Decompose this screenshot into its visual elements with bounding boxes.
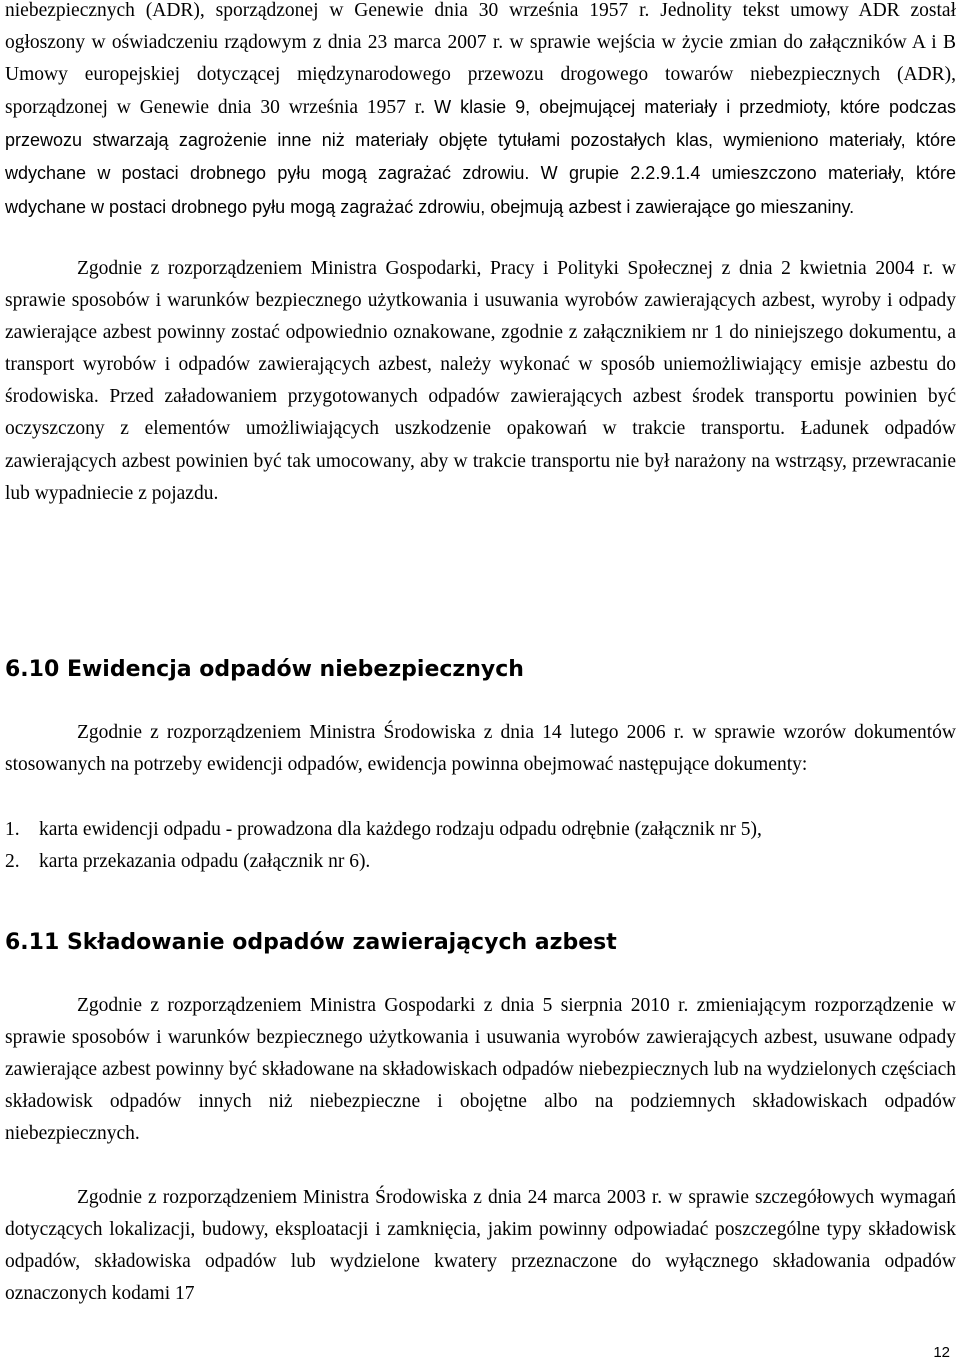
list-item-text: karta przekazania odpadu (załącznik nr 6).	[39, 851, 371, 872]
list-item-number: 2.	[5, 851, 20, 872]
paragraph-adr-part2: W klasie 9, obejmującej materiały i przedmioty, które podczas przewozu stwarzają zagrożenie inne niż materiały objęte tytułami pozostałych klas, wymieniono materiały, które wdychane w postaci drobnego pyłu mogą zagrażać zdrowiu. W grupie 2.2.9.1.4 umieszczono materiały, które wdychane w postaci drobnego pyłu mogą zagrażać zdrowiu, obejmują azbest i zawierające go mieszaniny.	[5, 97, 957, 217]
list-item	[5, 814, 762, 846]
list-item	[5, 846, 370, 878]
paragraph-adr-part1: niebezpiecznych (ADR), sporządzonej w Genewie dnia 30 września 1957 r. Jednolity tekst umowy ADR został ogłoszony w oświadczeniu rządowym z dnia 23 marca 2007 r. w sprawie wejścia w życie zmian do załączników A i B Umowy europejskiej dotyczącej międzynarodowego przewozu drogowego towarów niebezpiecznych (ADR), sporządzonej w Genewie dnia 30 września 1957 r.	[5, 0, 956, 119]
section-heading-6-11: 6.11 Składowanie odpadów zawierających azbest	[5, 930, 617, 955]
paragraph-wymagania: Zgodnie z rozporządzeniem Ministra Środowiska z dnia 24 marca 2003 r. w sprawie szczegółowych wymagań dotyczących lokalizacji, budowy, eksploatacji i zamknięcia, jakim powinny odpowiadać poszczególne typy składowisk odpadów, składowiska odpadów lub wydzielone kwatery przeznaczone do wyłącznego składowania odpadów oznaczonych kodami 17	[5, 1187, 956, 1305]
paragraph-adr	[5, 0, 956, 224]
paragraph-transport: Zgodnie z rozporządzeniem Ministra Gospodarki, Pracy i Polityki Społecznej z dnia 2 kwietnia 2004 r. w sprawie sposobów i warunków bezpiecznego użytkowania i usuwania wyrobów zawierających azbest, wyroby i odpady zawierające azbest powinny zostać odpowiednio oznakowane, zgodnie z załącznikiem nr 1 do niniejszego dokumentu, a transport wyrobów i odpadów zawierających azbest, należy wykonać w sposób uniemożliwiający emisje azbestu do środowiska. Przed załadowaniem przygotowanych odpadów zawierających azbest środek transportu powinien być oczyszczony z elementów umożliwiających uszkodzenie opakowań w trakcie transportu. Ładunek odpadów zawierających azbest powinien być tak umocowany, aby w trakcie transportu nie był narażony na wstrząsy, przewracanie lub wypadniecie z pojazdu.	[5, 258, 956, 504]
list-item-number: 1.	[5, 819, 20, 840]
paragraph-skladowanie: Zgodnie z rozporządzeniem Ministra Gospodarki z dnia 5 sierpnia 2010 r. zmieniającym rozporządzenie w sprawie sposobów i warunków bezpiecznego użytkowania i usuwania wyrobów zawierających azbest, usuwane odpady zawierające azbest powinny być składowane na składowiskach odpadów niebezpiecznych lub na wydzielonych częściach składowisk odpadów innych niż niebezpieczne i obojętne albo na podziemnych składowiskach odpadów niebezpiecznych.	[5, 995, 956, 1145]
paragraph-ewidencja: Zgodnie z rozporządzeniem Ministra Środowiska z dnia 14 lutego 2006 r. w sprawie wzorów dokumentów stosowanych na potrzeby ewidencji odpadów, ewidencja powinna obejmować następujące dokumenty:	[5, 722, 956, 776]
list-item-text: karta ewidencji odpadu - prowadzona dla każdego rodzaju odpadu odrębnie (załącznik nr 5),	[39, 819, 762, 840]
page-number: 12	[933, 1344, 950, 1361]
section-heading-6-10: 6.10 Ewidencja odpadów niebezpiecznych	[5, 657, 524, 682]
